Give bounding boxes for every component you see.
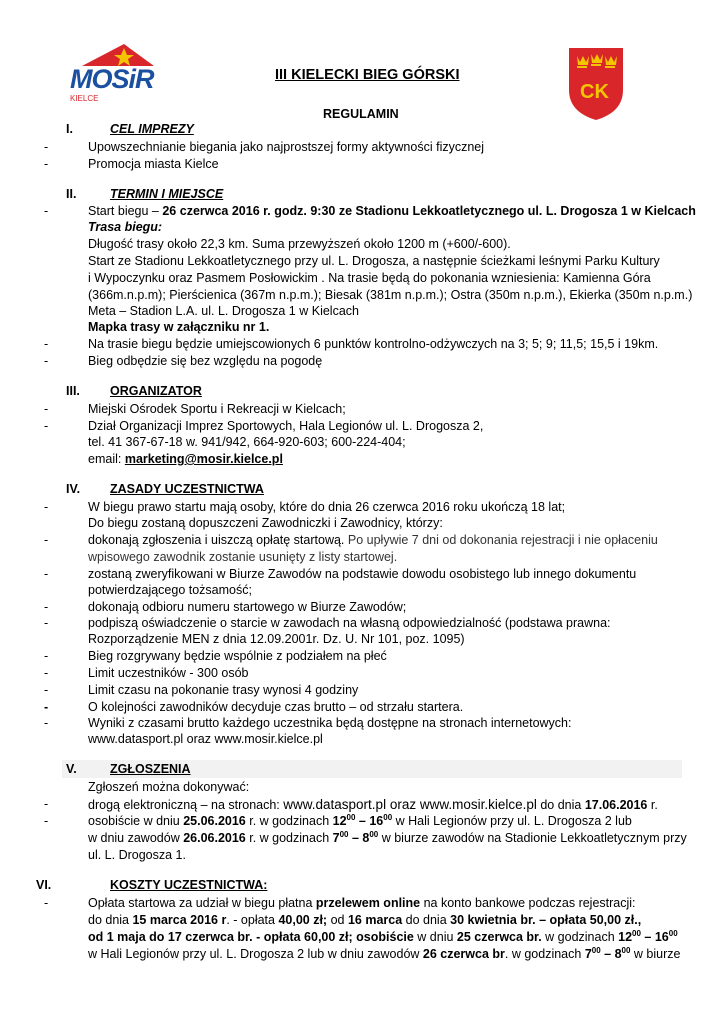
document-subtitle: REGULAMIN [323,107,399,121]
text-run: 00 [383,812,393,822]
bullet-dash: - [44,419,49,433]
list-item: zostaną zweryfikowani w Biurze Zawodów na podstawie dowodu osobistego lub innego dokumentu [88,567,637,581]
list-item: Bieg odbędzie się bez względu na pogodę [88,354,323,368]
paragraph-line: ul. L. Drogosza 1. [88,848,186,862]
paragraph-line [88,929,678,946]
kielce-crest [567,46,625,122]
paragraph-line [88,830,687,847]
websites-link[interactable]: www.datasport.pl oraz www.mosir.kielce.pl [283,797,537,812]
email-link[interactable]: marketing@mosir.kielce.pl [124,452,283,466]
bullet-dash: - [44,567,49,581]
list-item [88,796,658,814]
section-6-title: KOSZTY UCZESTNICTWA: [110,878,268,892]
section-5-title: ZGŁOSZENIA [110,762,191,776]
text-run: 25.06.2016 [183,814,246,828]
paragraph-line: (366m.n.p.m); Pierścienica (367m n.p.m.); Biesak (381m n.p.m.); Ostra (350m n.p.m.), Ekierka (350m n.p.m.) [88,288,693,302]
list-item: podpiszą oświadczenie o starcie w zawodach na własną odpowiedzialność (podstawa prawna: [88,616,611,630]
paragraph-line: Długość trasy około 22,3 km. Suma przewyższeń około 1200 m (+600/-600). [88,237,511,251]
bullet-dash: - [44,140,49,154]
text-run: 7 [332,831,340,845]
list-item: Promocja miasta Kielce [88,157,219,171]
paragraph-line: tel. 41 367-67-18 w. 941/942, 664-920-603; 600-224-404; [88,435,406,449]
mosir-city: KIELCE [70,94,99,103]
text-run: w dniu [413,930,457,944]
text-run: 7 [584,947,592,961]
text-run: do dnia [402,913,451,927]
text-run: 26 czerwca 2016 r. godz. 9:30 ze Stadionu Lekkoatletycznego ul. L. Drogosza 1 w Kielcach [162,204,696,218]
bullet-dash: - [44,204,49,218]
bullet-dash: - [44,402,49,416]
text-run: 26.06.2016 [183,831,246,845]
bullet-dash: - [44,896,49,910]
list-item: Wyniki z czasami brutto każdego uczestnika będą dostępne na stronach internetowych: [88,716,572,730]
text-run: – 8 [600,947,622,961]
mosir-brand: MOSiR [70,64,154,94]
section-1-number: I. [66,122,73,136]
map-note: Mapka trasy w załączniku nr 1. [88,320,270,334]
text-run: do dnia [88,913,133,927]
bullet-dash: - [44,649,49,663]
paragraph-line [88,451,283,468]
text-run: przelewem online [315,896,421,910]
list-item: Bieg rozgrywany będzie wspólnie z podziałem na płeć [88,649,387,663]
bullet-dash: - [44,814,49,828]
bullet-dash: - [44,666,49,680]
paragraph-line: Zgłoszeń można dokonywać: [88,780,250,794]
section-2-title: TERMIN I MIEJSCE [110,187,224,201]
text-run: – 16 [355,814,384,828]
section-1-title: CEL IMPREZY [110,122,194,136]
list-item: Upowszechnianie biegania jako najprostszej formy aktywności fizycznej [88,140,485,154]
text-run: 00 [346,812,356,822]
text-run: Opłata startowa za udział w biegu płatna [88,896,316,910]
section-4-title: ZASADY UCZESTNICTWA [110,482,264,496]
paragraph-line: Meta – Stadion L.A. ul. L. Drogosza 1 w Kielcach [88,304,359,318]
document-title: III KIELECKI BIEG GÓRSKI [275,67,460,83]
text-run: od 1 maja do 17 czerwca br. - opłata 60,00 zł; osobiście [88,930,414,944]
text-run: do dnia [536,798,585,812]
crest-monogram: CK [580,81,609,103]
paragraph-line: www.datasport.pl oraz www.mosir.kielce.pl [88,732,323,746]
paragraph-line: Start ze Stadionu Lekkoatletycznego przy ul. L. Drogosza, a następnie ścieżkami leśnymi Parku Kultury [88,254,660,268]
text-run: 40,00 zł; [278,913,328,927]
bullet-dash: - [44,700,49,714]
text-run: osobiście w dniu [88,814,184,828]
list-item [88,895,636,912]
section-6-number: VI. [36,878,52,892]
bullet-dash: - [44,600,49,614]
bullet-dash: - [44,354,49,368]
text-run: email: [88,452,125,466]
text-run: 00 [591,945,601,955]
bullet-dash: - [44,337,49,351]
text-run: na konto bankowe podczas rejestracji: [420,896,636,910]
list-item [88,203,696,220]
text-run: 30 kwietnia br. – opłata 50,00 zł., [450,913,642,927]
list-item: W biegu prawo startu mają osoby, które do dnia 26 czerwca 2016 roku ukończą 18 lat; [88,500,566,514]
mosir-logo [64,42,160,104]
text-run: 17.06.2016 [584,798,648,812]
bullet-dash: - [44,157,49,171]
list-item: Limit czasu na pokonanie trasy wynosi 4 godziny [88,683,359,697]
section-3-number: III. [66,384,80,398]
paragraph-line: wpisowego zawodnik zostanie usunięty z listy startowej. [88,550,398,564]
text-run: dokonają zgłoszenia i uiszczą opłatę startową. [88,533,345,547]
text-run: Po upływie 7 dni od dokonania rejestracji i nie opłaceniu [344,533,658,547]
bullet-dash: - [44,797,49,811]
text-run: 15 marca 2016 r [132,913,227,927]
route-heading: Trasa biegu: [88,220,163,234]
text-run: Start biegu – [88,204,163,218]
text-run: – 16 [640,930,669,944]
text-run: 00 [339,829,349,839]
list-item: Miejski Ośrodek Sportu i Rekreacji w Kielcach; [88,402,346,416]
bullet-dash: - [44,533,49,547]
text-run: 00 [621,945,631,955]
text-run: od [327,913,348,927]
list-item: Limit uczestników - 300 osób [88,666,249,680]
paragraph-line [88,946,680,963]
paragraph-line [88,912,641,929]
text-run: 26 czerwca br [422,947,505,961]
section-4-number: IV. [66,482,81,496]
paragraph-line: Rozporządzenie MEN z dnia 12.09.2001r. Dz. U. Nr 101, poz. 1095) [88,632,465,646]
text-run: 12 [332,814,347,828]
section-3-title: ORGANIZATOR [110,384,202,398]
list-item: dokonają odbioru numeru startowego w Biurze Zawodów; [88,600,407,614]
text-run: . w godzinach [504,947,585,961]
text-run: – 8 [348,831,370,845]
paragraph-line: i Wypoczynku oraz Pasmem Posłowickim . Na trasie będą do pokonania wzniesienia: Kamienna Góra [88,271,651,285]
text-run: 00 [668,928,678,938]
text-run: r. w godzinach [245,814,333,828]
bullet-dash: - [44,683,49,697]
bullet-dash: - [44,716,49,730]
text-run: . - opłata [226,913,279,927]
bullet-dash: - [44,500,49,514]
text-run: 00 [369,829,379,839]
text-run: w biurze [630,947,681,961]
text-run: w dniu zawodów [88,831,184,845]
text-run: 16 marca [347,913,403,927]
text-run: 00 [632,928,641,938]
list-item [88,813,632,830]
text-run: 25 czerwca br. [456,930,542,944]
text-run: w Hali Legionów przy ul. L. Drogosza 2 lub w dniu zawodów [88,947,423,961]
paragraph-line: Do biegu zostaną dopuszczeni Zawodniczki i Zawodnicy, którzy: [88,516,443,530]
paragraph-line: potwierdzającego tożsamość; [88,583,252,597]
text-run: r. w godzinach [245,831,333,845]
list-item: Dział Organizacji Imprez Sportowych, Hala Legionów ul. L. Drogosza 2, [88,419,484,433]
text-run: w godzinach [541,930,619,944]
bullet-dash: - [44,616,49,630]
section-5-number: V. [66,762,77,776]
list-item [88,532,658,549]
text-run: 12 [618,930,633,944]
text-run: r. [647,798,658,812]
list-item: O kolejności zawodników decyduje czas brutto – od strzału startera. [88,700,464,714]
text-run: w Hali Legionów przy ul. L. Drogosza 2 lub [392,814,632,828]
list-item: Na trasie biegu będzie umiejscowionych 6 punktów kontrolno-odżywczych na 3; 5; 9; 11,5; 15,5 i 19km. [88,337,659,351]
section-2-number: II. [66,187,77,201]
text-run: drogą elektroniczną – na stronach: [88,798,284,812]
text-run: w biurze zawodów na Stadionie Lekkoatletycznym przy [378,831,687,845]
